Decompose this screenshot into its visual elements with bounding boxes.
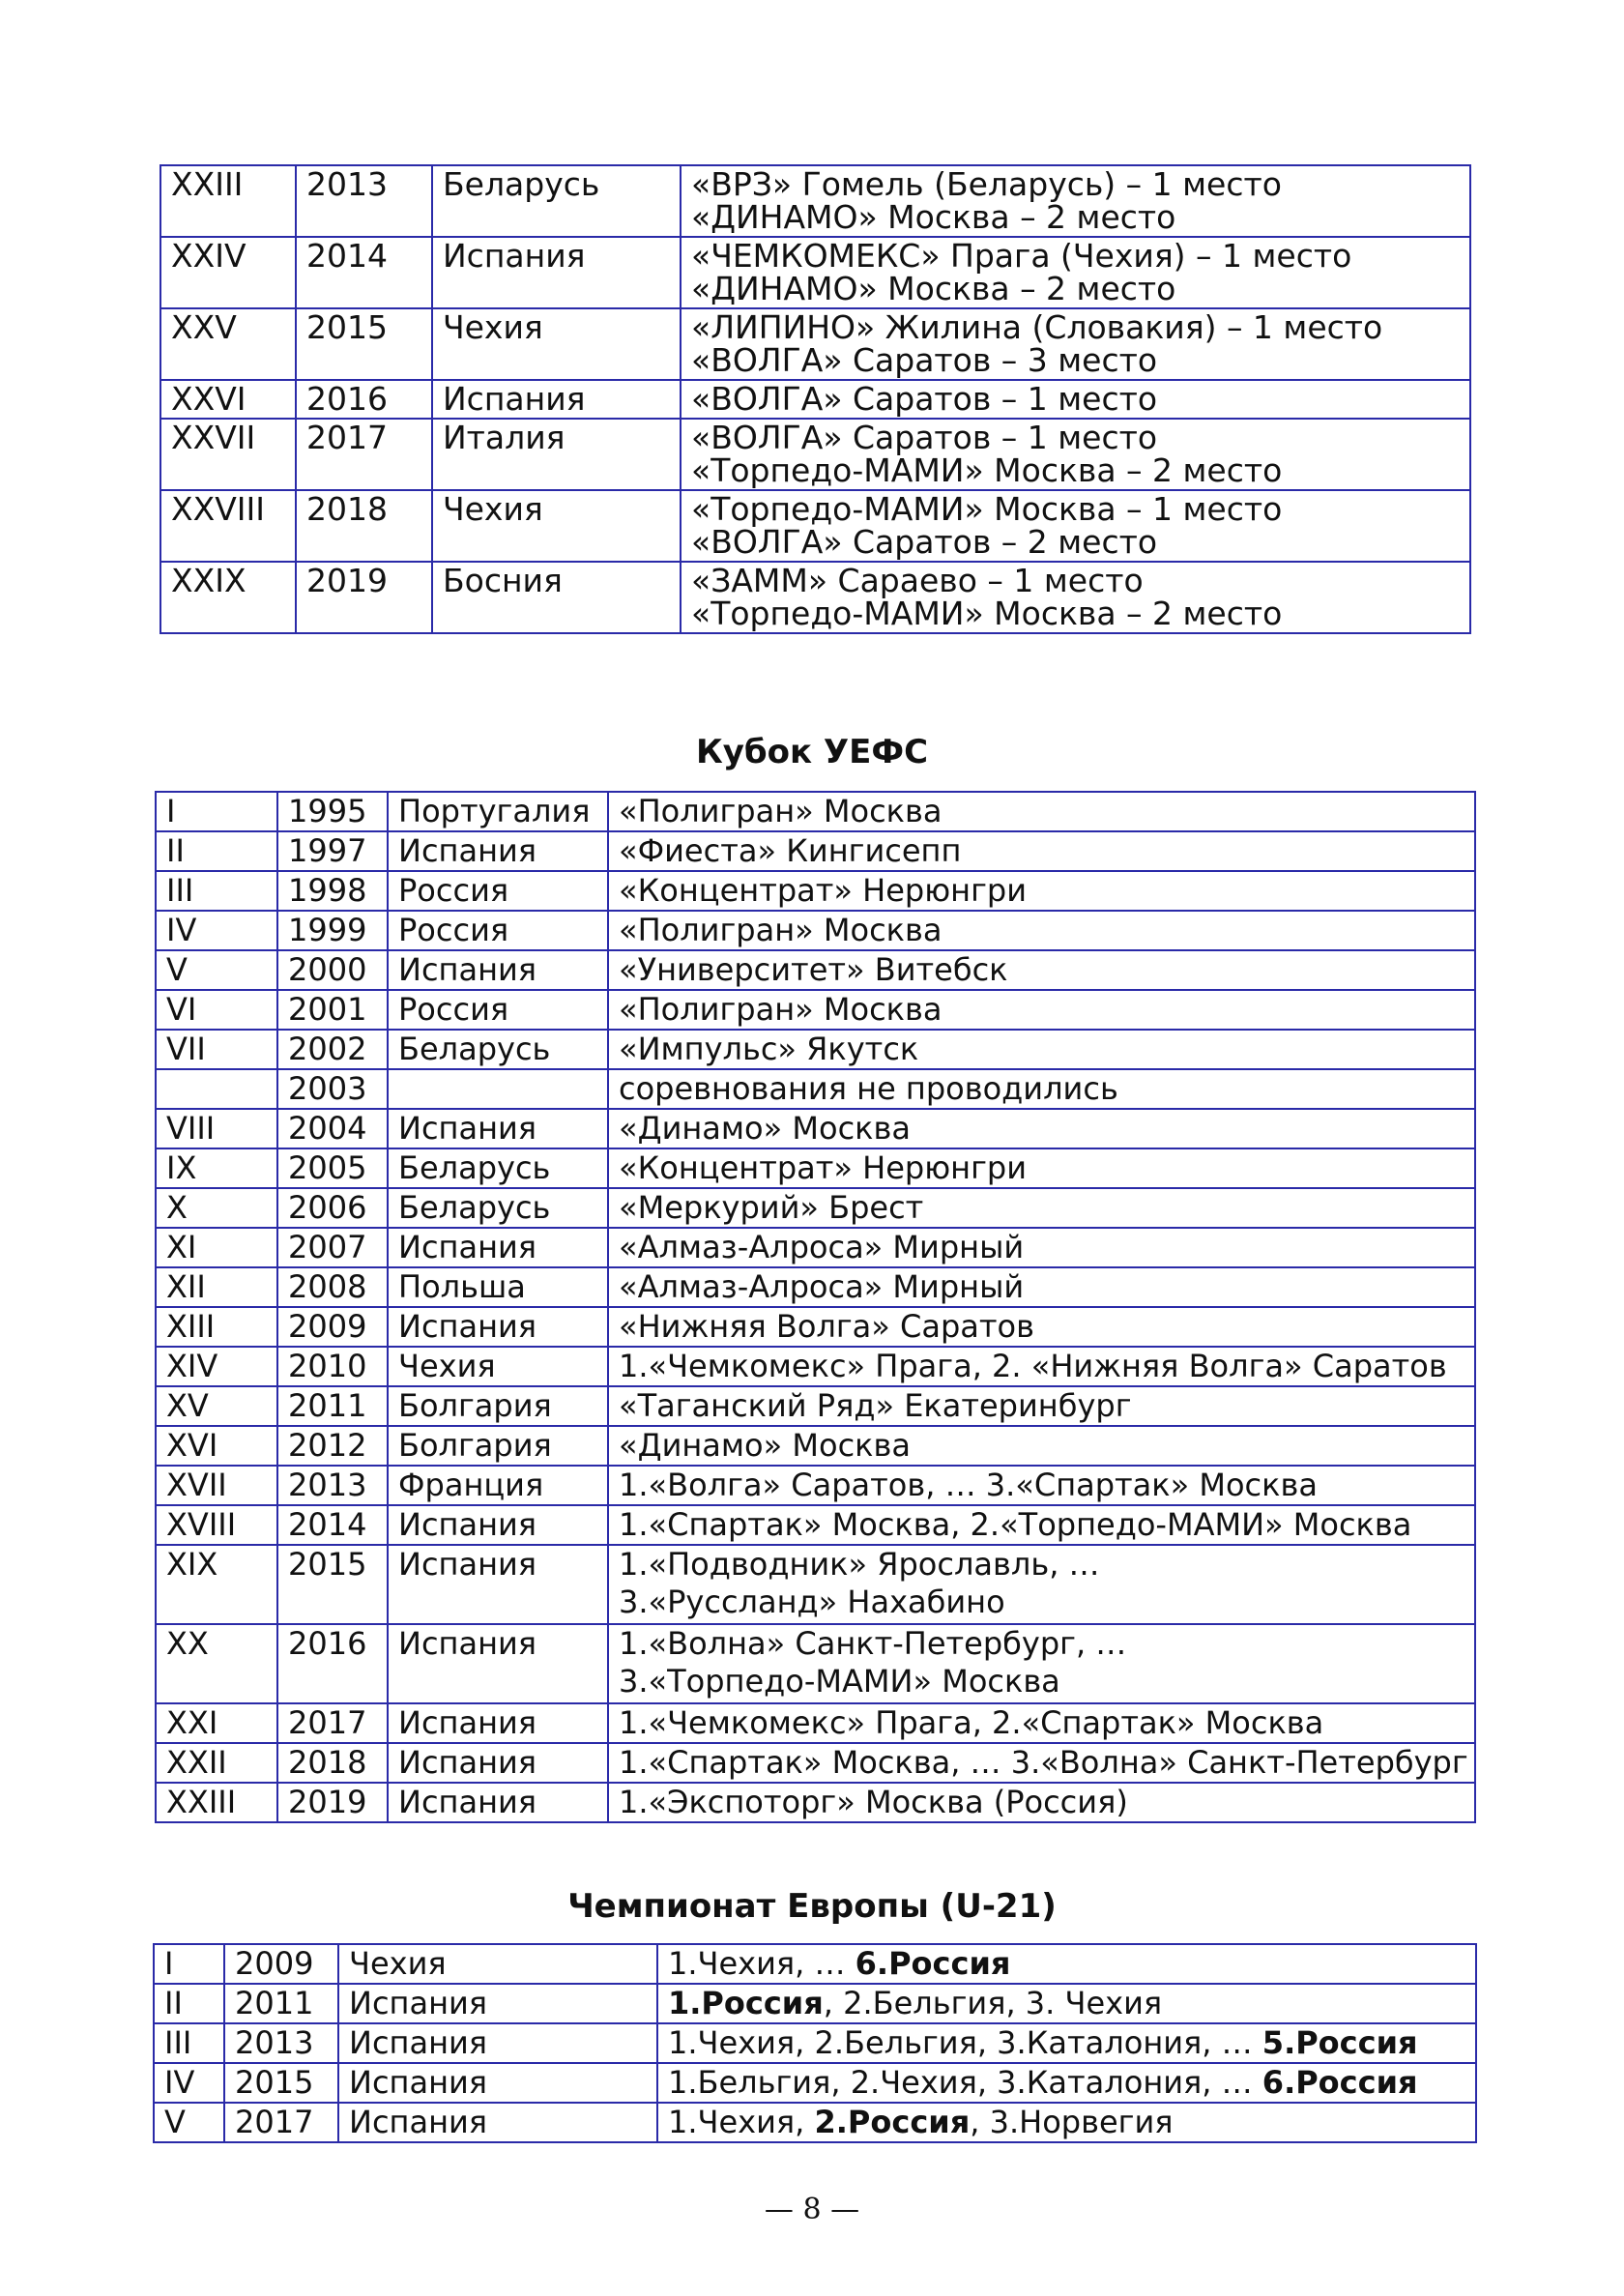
edition-cell: I bbox=[156, 792, 277, 831]
result-cell bbox=[608, 1188, 1475, 1228]
result-line: «ВОЛГА» Саратов – 2 место bbox=[691, 523, 1158, 561]
edition-cell: XV bbox=[156, 1386, 277, 1426]
table-row bbox=[156, 1426, 1475, 1466]
result-text: , 3.Норвегия bbox=[970, 2104, 1174, 2140]
result-line: «Меркурий» Брест bbox=[619, 1189, 924, 1226]
result-cell bbox=[608, 792, 1475, 831]
year-cell: 2019 bbox=[277, 1783, 388, 1822]
table-row bbox=[156, 1743, 1475, 1783]
year-cell: 2011 bbox=[277, 1386, 388, 1426]
result-cell bbox=[681, 165, 1470, 237]
result-text: , 2.Бельгия, 3. Чехия bbox=[823, 1985, 1163, 2021]
table-row bbox=[156, 1386, 1475, 1426]
year-cell: 2013 bbox=[296, 165, 432, 237]
edition-cell: IV bbox=[154, 2063, 224, 2103]
result-line: 1.«Чемкомекс» Прага, 2.«Спартак» Москва bbox=[619, 1704, 1324, 1741]
result-cell bbox=[681, 237, 1470, 308]
result-line: «ЗАММ» Сараево – 1 место bbox=[691, 562, 1144, 599]
result-line: «Концентрат» Нерюнгри bbox=[619, 1149, 1027, 1186]
highlight-russia: 6.Россия bbox=[1262, 2064, 1418, 2101]
result-line: «Торпедо-МАМИ» Москва – 2 место bbox=[691, 451, 1283, 489]
highlight-russia: 5.Россия bbox=[1262, 2024, 1418, 2061]
result-line: 3.«Руссланд» Нахабино bbox=[619, 1584, 1005, 1620]
highlight-russia: 2.Россия bbox=[814, 2104, 971, 2140]
result-cell bbox=[608, 1505, 1475, 1545]
country-cell: Испания bbox=[388, 1228, 608, 1267]
table-row bbox=[154, 1984, 1476, 2023]
country-cell: Испания bbox=[388, 1505, 608, 1545]
result-cell bbox=[681, 562, 1470, 633]
edition-cell: XXII bbox=[156, 1743, 277, 1783]
country-cell: Чехия bbox=[432, 308, 681, 380]
country-cell: Болгария bbox=[388, 1386, 608, 1426]
result-line: «Торпедо-МАМИ» Москва – 1 место bbox=[691, 490, 1283, 528]
year-cell: 2013 bbox=[224, 2023, 338, 2063]
edition-cell: III bbox=[154, 2023, 224, 2063]
result-cell bbox=[608, 1148, 1475, 1188]
result-line: «Динамо» Москва bbox=[619, 1427, 911, 1464]
country-cell: Испания bbox=[432, 380, 681, 419]
result-line: «ВОЛГА» Саратов – 3 место bbox=[691, 341, 1158, 379]
result-line: 1.«Спартак» Москва, 2.«Торпедо-МАМИ» Москва bbox=[619, 1506, 1412, 1543]
year-cell: 2017 bbox=[296, 419, 432, 490]
year-cell: 2009 bbox=[277, 1307, 388, 1347]
result-cell bbox=[608, 871, 1475, 911]
country-cell: Португалия bbox=[388, 792, 608, 831]
year-cell: 2008 bbox=[277, 1267, 388, 1307]
edition-cell: XIX bbox=[156, 1545, 277, 1624]
country-cell: Франция bbox=[388, 1466, 608, 1505]
year-cell: 2003 bbox=[277, 1069, 388, 1109]
table-row bbox=[156, 1228, 1475, 1267]
highlight-russia: 1.Россия bbox=[668, 1985, 824, 2021]
year-cell: 2017 bbox=[224, 2103, 338, 2142]
country-cell: Беларусь bbox=[388, 1148, 608, 1188]
year-cell: 2001 bbox=[277, 990, 388, 1030]
year-cell: 2013 bbox=[277, 1466, 388, 1505]
year-cell: 2017 bbox=[277, 1703, 388, 1743]
year-cell: 2014 bbox=[296, 237, 432, 308]
year-cell: 2002 bbox=[277, 1030, 388, 1069]
edition-cell: XVIII bbox=[156, 1505, 277, 1545]
result-line: «ВОЛГА» Саратов – 1 место bbox=[691, 380, 1158, 418]
country-cell: Босния bbox=[432, 562, 681, 633]
table-row bbox=[156, 1267, 1475, 1307]
table-row bbox=[160, 165, 1470, 237]
result-cell bbox=[608, 1386, 1475, 1426]
result-cell bbox=[608, 911, 1475, 950]
country-cell: Россия bbox=[388, 990, 608, 1030]
year-cell: 2011 bbox=[224, 1984, 338, 2023]
edition-cell: VIII bbox=[156, 1109, 277, 1148]
country-cell: Италия bbox=[432, 419, 681, 490]
country-cell: Испания bbox=[388, 1783, 608, 1822]
edition-cell: V bbox=[156, 950, 277, 990]
result-cell bbox=[681, 308, 1470, 380]
result-cell bbox=[657, 2063, 1476, 2103]
table-row bbox=[160, 380, 1470, 419]
result-line: «Импульс» Якутск bbox=[619, 1031, 919, 1067]
edition-cell: V bbox=[154, 2103, 224, 2142]
year-cell: 2000 bbox=[277, 950, 388, 990]
edition-cell: XXIII bbox=[156, 1783, 277, 1822]
table-row bbox=[156, 1545, 1475, 1624]
result-cell bbox=[608, 1624, 1475, 1703]
edition-cell: IV bbox=[156, 911, 277, 950]
country-cell: Испания bbox=[388, 1109, 608, 1148]
edition-cell: XVII bbox=[156, 1466, 277, 1505]
result-cell bbox=[608, 1030, 1475, 1069]
year-cell: 1995 bbox=[277, 792, 388, 831]
year-cell: 1999 bbox=[277, 911, 388, 950]
table-row bbox=[156, 950, 1475, 990]
result-line: 1.«Спартак» Москва, … 3.«Волна» Санкт-Петербург bbox=[619, 1744, 1468, 1781]
year-cell: 2015 bbox=[224, 2063, 338, 2103]
result-line: «Полигран» Москва bbox=[619, 912, 942, 948]
country-cell: Испания bbox=[388, 831, 608, 871]
edition-cell: X bbox=[156, 1188, 277, 1228]
edition-cell: XXIV bbox=[160, 237, 296, 308]
table-row bbox=[160, 562, 1470, 633]
country-cell: Испания bbox=[338, 2023, 657, 2063]
page-number: — 8 — bbox=[764, 2193, 860, 2226]
table-row bbox=[156, 911, 1475, 950]
country-cell: Испания bbox=[338, 2103, 657, 2142]
country-cell: Испания bbox=[432, 237, 681, 308]
result-line: 3.«Торпедо-МАМИ» Москва bbox=[619, 1663, 1060, 1700]
table-row bbox=[156, 1703, 1475, 1743]
country-cell: Чехия bbox=[338, 1944, 657, 1984]
edition-cell: XXVIII bbox=[160, 490, 296, 562]
table-row bbox=[160, 237, 1470, 308]
year-cell: 2012 bbox=[277, 1426, 388, 1466]
table-row bbox=[154, 2063, 1476, 2103]
table-row bbox=[156, 831, 1475, 871]
result-cell bbox=[608, 950, 1475, 990]
result-cell bbox=[608, 1069, 1475, 1109]
result-cell bbox=[608, 990, 1475, 1030]
result-cell bbox=[681, 490, 1470, 562]
edition-cell: XIV bbox=[156, 1347, 277, 1386]
result-cell bbox=[608, 1109, 1475, 1148]
result-line: «ВОЛГА» Саратов – 1 место bbox=[691, 419, 1158, 456]
result-cell bbox=[608, 1426, 1475, 1466]
table-row bbox=[154, 2023, 1476, 2063]
result-cell bbox=[681, 380, 1470, 419]
result-line: соревнования не проводились bbox=[619, 1070, 1118, 1107]
section-title-euro-u21: Чемпионат Европы (U-21) bbox=[567, 1887, 1057, 1926]
country-cell: Беларусь bbox=[388, 1030, 608, 1069]
edition-cell: XXVII bbox=[160, 419, 296, 490]
table-row bbox=[154, 2103, 1476, 2142]
edition-cell: XX bbox=[156, 1624, 277, 1703]
table-row bbox=[156, 1109, 1475, 1148]
year-cell: 2005 bbox=[277, 1148, 388, 1188]
result-cell bbox=[657, 1984, 1476, 2023]
country-cell bbox=[388, 1069, 608, 1109]
edition-cell: II bbox=[154, 1984, 224, 2023]
edition-cell: XXVI bbox=[160, 380, 296, 419]
result-cell bbox=[608, 1783, 1475, 1822]
table-row bbox=[156, 871, 1475, 911]
year-cell: 2004 bbox=[277, 1109, 388, 1148]
table-row bbox=[160, 490, 1470, 562]
result-cell bbox=[657, 2023, 1476, 2063]
result-line: «Алмаз-Алроса» Мирный bbox=[619, 1268, 1025, 1305]
year-cell: 2018 bbox=[296, 490, 432, 562]
country-cell: Беларусь bbox=[432, 165, 681, 237]
country-cell: Испания bbox=[388, 1743, 608, 1783]
edition-cell: XIII bbox=[156, 1307, 277, 1347]
result-cell bbox=[657, 2103, 1476, 2142]
table-euro-u21 bbox=[153, 1943, 1477, 2143]
edition-cell: XII bbox=[156, 1267, 277, 1307]
edition-cell: I bbox=[154, 1944, 224, 1984]
year-cell: 2010 bbox=[277, 1347, 388, 1386]
result-line: «Концентрат» Нерюнгри bbox=[619, 872, 1027, 909]
edition-cell: IX bbox=[156, 1148, 277, 1188]
edition-cell: XXIX bbox=[160, 562, 296, 633]
result-cell bbox=[608, 1347, 1475, 1386]
table-row bbox=[154, 1944, 1476, 1984]
result-line: «ЛИПИНО» Жилина (Словакия) – 1 место bbox=[691, 308, 1383, 346]
table-row bbox=[156, 1148, 1475, 1188]
country-cell: Испания bbox=[338, 2063, 657, 2103]
year-cell: 2007 bbox=[277, 1228, 388, 1267]
country-cell: Россия bbox=[388, 911, 608, 950]
result-text: 1.Чехия, bbox=[668, 2104, 815, 2140]
year-cell: 2015 bbox=[277, 1545, 388, 1624]
country-cell: Болгария bbox=[388, 1426, 608, 1466]
year-cell: 2018 bbox=[277, 1743, 388, 1783]
edition-cell: VI bbox=[156, 990, 277, 1030]
result-line: «Торпедо-МАМИ» Москва – 2 место bbox=[691, 595, 1283, 632]
country-cell: Россия bbox=[388, 871, 608, 911]
table-row bbox=[160, 308, 1470, 380]
result-line: 1.«Подводник» Ярославль, … bbox=[619, 1546, 1100, 1583]
section-title-uefs-cup: Кубок УЕФС bbox=[695, 733, 929, 771]
year-cell: 2016 bbox=[296, 380, 432, 419]
result-line: «Динамо» Москва bbox=[619, 1110, 911, 1147]
result-cell bbox=[608, 1466, 1475, 1505]
table-row bbox=[156, 1466, 1475, 1505]
country-cell: Чехия bbox=[388, 1347, 608, 1386]
edition-cell: II bbox=[156, 831, 277, 871]
table-row bbox=[156, 1307, 1475, 1347]
result-line: «ЧЕМКОМЕКС» Прага (Чехия) – 1 место bbox=[691, 237, 1352, 275]
year-cell: 2016 bbox=[277, 1624, 388, 1703]
table-row bbox=[160, 419, 1470, 490]
result-line: «Таганский Ряд» Екатеринбург bbox=[619, 1387, 1132, 1424]
table-row bbox=[156, 1188, 1475, 1228]
result-text: 1.Бельгия, 2.Чехия, 3.Каталония, … bbox=[668, 2064, 1262, 2101]
country-cell: Испания bbox=[388, 1624, 608, 1703]
country-cell: Испания bbox=[388, 1307, 608, 1347]
table-row bbox=[156, 990, 1475, 1030]
result-line: «Алмаз-Алроса» Мирный bbox=[619, 1229, 1025, 1265]
result-cell bbox=[608, 1267, 1475, 1307]
edition-cell: XXI bbox=[156, 1703, 277, 1743]
result-cell bbox=[608, 1228, 1475, 1267]
table-row bbox=[156, 792, 1475, 831]
result-cell bbox=[608, 1307, 1475, 1347]
result-line: 1.«Волна» Санкт-Петербург, … bbox=[619, 1625, 1127, 1662]
country-cell: Испания bbox=[388, 950, 608, 990]
year-cell: 1998 bbox=[277, 871, 388, 911]
result-line: «ВРЗ» Гомель (Беларусь) – 1 место bbox=[691, 165, 1282, 203]
result-cell bbox=[608, 1545, 1475, 1624]
country-cell: Беларусь bbox=[388, 1188, 608, 1228]
result-cell bbox=[657, 1944, 1476, 1984]
result-text: 1.Чехия, 2.Бельгия, 3.Каталония, … bbox=[668, 2024, 1262, 2061]
edition-cell: III bbox=[156, 871, 277, 911]
result-cell bbox=[608, 1743, 1475, 1783]
table-championship-continued bbox=[160, 164, 1471, 634]
country-cell: Испания bbox=[388, 1703, 608, 1743]
result-line: 1.«Экспоторг» Москва (Россия) bbox=[619, 1784, 1128, 1820]
table-row bbox=[156, 1783, 1475, 1822]
country-cell: Польша bbox=[388, 1267, 608, 1307]
edition-cell: XXV bbox=[160, 308, 296, 380]
result-cell bbox=[608, 1703, 1475, 1743]
edition-cell: XXIII bbox=[160, 165, 296, 237]
result-line: 1.«Волга» Саратов, … 3.«Спартак» Москва bbox=[619, 1467, 1318, 1503]
result-text: 1.Чехия, … bbox=[668, 1945, 856, 1982]
table-row bbox=[156, 1624, 1475, 1703]
year-cell: 2014 bbox=[277, 1505, 388, 1545]
result-line: «Фиеста» Кингисепп bbox=[619, 832, 962, 869]
edition-cell: VII bbox=[156, 1030, 277, 1069]
year-cell: 1997 bbox=[277, 831, 388, 871]
table-row bbox=[156, 1505, 1475, 1545]
edition-cell: XI bbox=[156, 1228, 277, 1267]
result-line: «Нижняя Волга» Саратов bbox=[619, 1308, 1034, 1345]
table-row bbox=[156, 1069, 1475, 1109]
result-cell bbox=[681, 419, 1470, 490]
table-uefs-cup bbox=[155, 791, 1476, 1823]
year-cell: 2006 bbox=[277, 1188, 388, 1228]
result-line: «Полигран» Москва bbox=[619, 991, 942, 1028]
table-row bbox=[156, 1347, 1475, 1386]
country-cell: Чехия bbox=[432, 490, 681, 562]
highlight-russia: 6.Россия bbox=[855, 1945, 1011, 1982]
edition-cell bbox=[156, 1069, 277, 1109]
result-line: «ДИНАМО» Москва – 2 место bbox=[691, 198, 1176, 236]
country-cell: Испания bbox=[338, 1984, 657, 2023]
country-cell: Испания bbox=[388, 1545, 608, 1624]
year-cell: 2009 bbox=[224, 1944, 338, 1984]
result-line: «Университет» Витебск bbox=[619, 951, 1008, 988]
result-cell bbox=[608, 831, 1475, 871]
table-row bbox=[156, 1030, 1475, 1069]
result-line: 1.«Чемкомекс» Прага, 2. «Нижняя Волга» Саратов bbox=[619, 1348, 1447, 1384]
year-cell: 2019 bbox=[296, 562, 432, 633]
year-cell: 2015 bbox=[296, 308, 432, 380]
result-line: «ДИНАМО» Москва – 2 место bbox=[691, 270, 1176, 307]
edition-cell: XVI bbox=[156, 1426, 277, 1466]
result-line: «Полигран» Москва bbox=[619, 793, 942, 829]
